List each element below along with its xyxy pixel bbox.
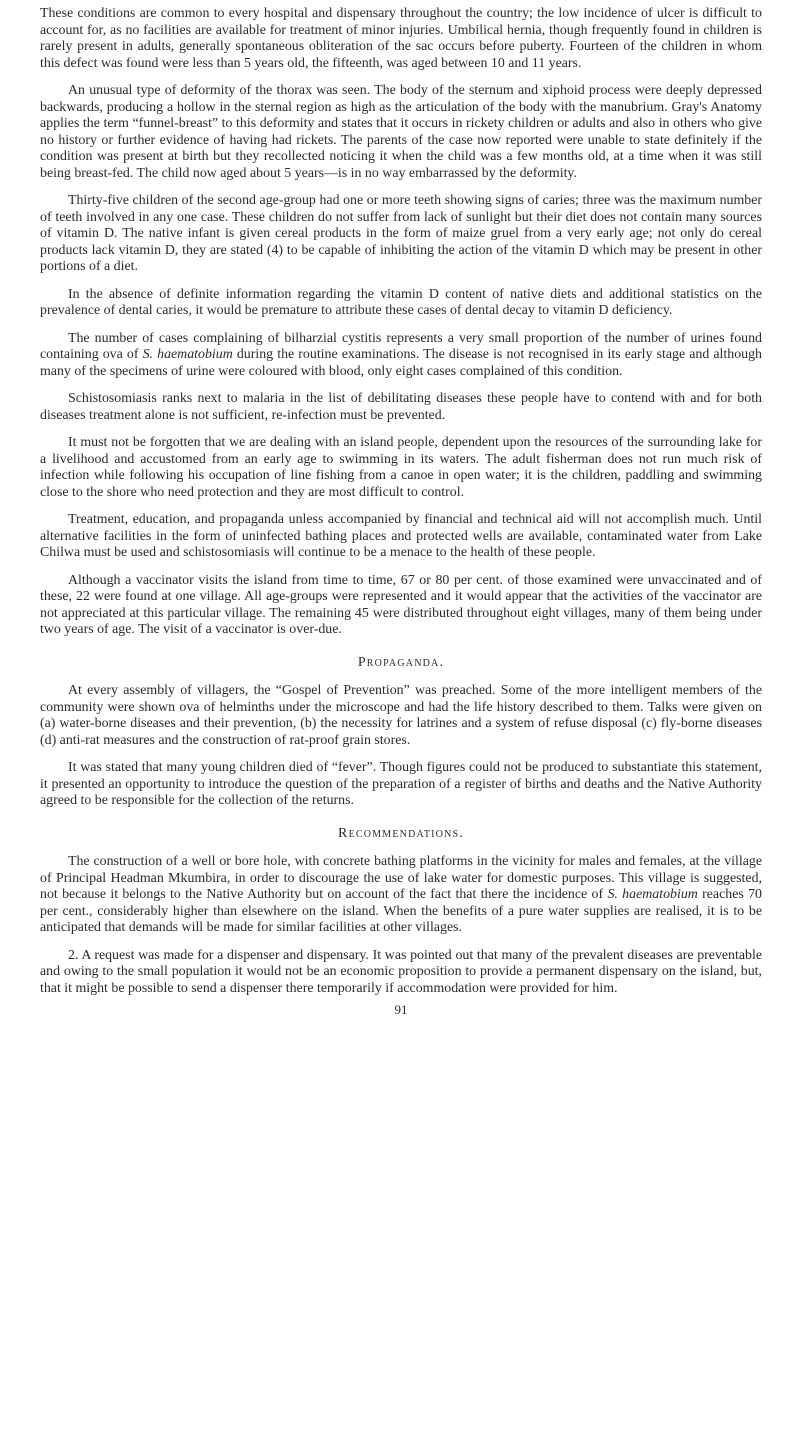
paragraph-dental-caries: Thirty-five children of the second age-group had one or more teeth showing signs of caries; three was the maximum number of teeth involved in any one case. These children do not suffer from lack of sunlight but their diet does not contain many sources of vitamin D. The native infant is given cereal products in the form of maize gruel from a very early age; not only do cereal products lack vitamin D, they are stated (4) to be capable of inhibiting the action of the vitamin D which may be present in other portions of a diet. xyxy=(40,193,762,274)
page-number: 91 xyxy=(394,1002,408,1017)
recommendation-well-borehole: The construction of a well or bore hole, with concrete bathing platforms in the vicinity for males and females, at the village of Principal Headman Mkumbira, in order to discourage the use of lake water for domestic purposes. This village is suggested, not because it belongs to the Native Authority but on account of the fact that there the incidence of S. haematobium reaches 70 per cent., considerably higher than elsewhere on the island. When the benefits of a pure water supplies are realised, it is to be anticipated that demands will be made for similar facilities at other villages. xyxy=(40,854,762,935)
recommendation-dispenser: 2. A request was made for a dispenser and dispensary. It was pointed out that many of the prevalent diseases are preventable and owing to the small population it would not be an economic proposition to provide a permanent dispensary on the island, but, that it might be possible to send a dispenser there temporarily if accommodation were provided for him. xyxy=(40,947,762,996)
paragraph-bilharzial-cystitis: The number of cases complaining of bilharzial cystitis represents a very small proportion of the number of urines found containing ova of S. haematobium during the routine examinations. The disease is not recognised in its early stage and although many of the specimens of urine were coloured with blood, only eight cases complained of this condition. xyxy=(40,330,763,379)
paragraph-island-people: It must not be forgotten that we are dealing with an island people, dependent upon the resources of the surrounding lake for a livelihood and accustomed from an early age to swimming in its waters. The adult fisherman does not run much risk of infection while following his occupation of line fishing from a canoe in open water; it is the children, paddling and swimming close to the shore who need protection and they are most difficult to control. xyxy=(40,435,762,500)
paragraph-ulcer-hernia: These conditions are common to every hospital and dispensary throughout the country; the low incidence of ulcer is difficult to account for, as no facilities are available for treatment of minor injuries. Umbilical hernia, though frequently found in children is rarely present in adults, generally spontaneous obliteration of the sac occurs before puberty. Fourteen of the children in whom this defect was found were less than 5 years old, the fifteenth, was aged between 10 and 11 years. xyxy=(40,6,762,71)
heading-recommendations: Recommendations. xyxy=(338,825,464,841)
paragraph-thorax-deformity: An unusual type of deformity of the thorax was seen. The body of the sternum and xiphoid process were deeply depressed backwards, producing a hollow in the sternal region as high as the articulation of the body with the manubrium. Gray's Anatomy applies the term “funnel-breast” to this deformity and states that it occurs in rickety children or adults and also in others who give no history or further evidence of having had rickets. The parents of the case now reported were unable to state definitely if the condition was present at birth but they recollected noticing it when the child was a few months old, at a time when it was still being breast-fed. The child now aged about 5 years—is in no way embarrassed by the deformity. xyxy=(40,83,762,181)
document-page xyxy=(40,6,762,1019)
paragraph-vaccination: Although a vaccinator visits the island from time to time, 67 or 80 per cent. of those examined were unvaccinated and of these, 22 were found at one village. All age-groups were represented and it would appear that the activities of the vaccinator are not appreciated at this particular village. The remaining 45 were distributed throughout eight villages, many of them being under two years of age. The visit of a vaccinator is over-due. xyxy=(40,572,762,637)
species-name: S. haematobium xyxy=(142,347,233,362)
paragraph-vitamin-d: In the absence of definite information regarding the vitamin D content of native diets and additional statistics on the prevalence of dental caries, it would be premature to attribute these cases of dental decay to vitamin D deficiency. xyxy=(40,286,762,318)
paragraph-fever-register: It was stated that many young children died of “fever”. Though figures could not be produced to substantiate this statement, it presented an opportunity to introduce the question of the preparation of a register of births and deaths and the Native Authority agreed to be responsible for the collection of the returns. xyxy=(40,760,762,808)
paragraph-treatment-education: Treatment, education, and propaganda unless accompanied by financial and technical aid will not accomplish much. Until alternative facilities in the form of uninfected bathing places and protected wells are available, contaminated water from Lake Chilwa must be used and schistosomiasis will continue to be a menace to the health of these people. xyxy=(40,512,762,560)
heading-propaganda: Propaganda. xyxy=(357,654,445,670)
paragraph-schistosomiasis: Schistosomiasis ranks next to malaria in the list of debilitating diseases these people have to contend with and for both diseases treatment alone is not sufficient, re-infection must be prevented. xyxy=(40,391,762,423)
species-name: S. haematobium xyxy=(607,887,698,902)
paragraph-gospel-of-prevention: At every assembly of villagers, the “Gospel of Prevention” was preached. Some of the more intelligent members of the community were shown ova of helminths under the microscope and had the life history described to them. Talks were given on (a) water-borne diseases and their prevention, (b) the necessity for latrines and a system of refuse disposal (c) fly-borne diseases (d) anti-rat measures and the construction of rat-proof grain stores. xyxy=(40,683,762,748)
